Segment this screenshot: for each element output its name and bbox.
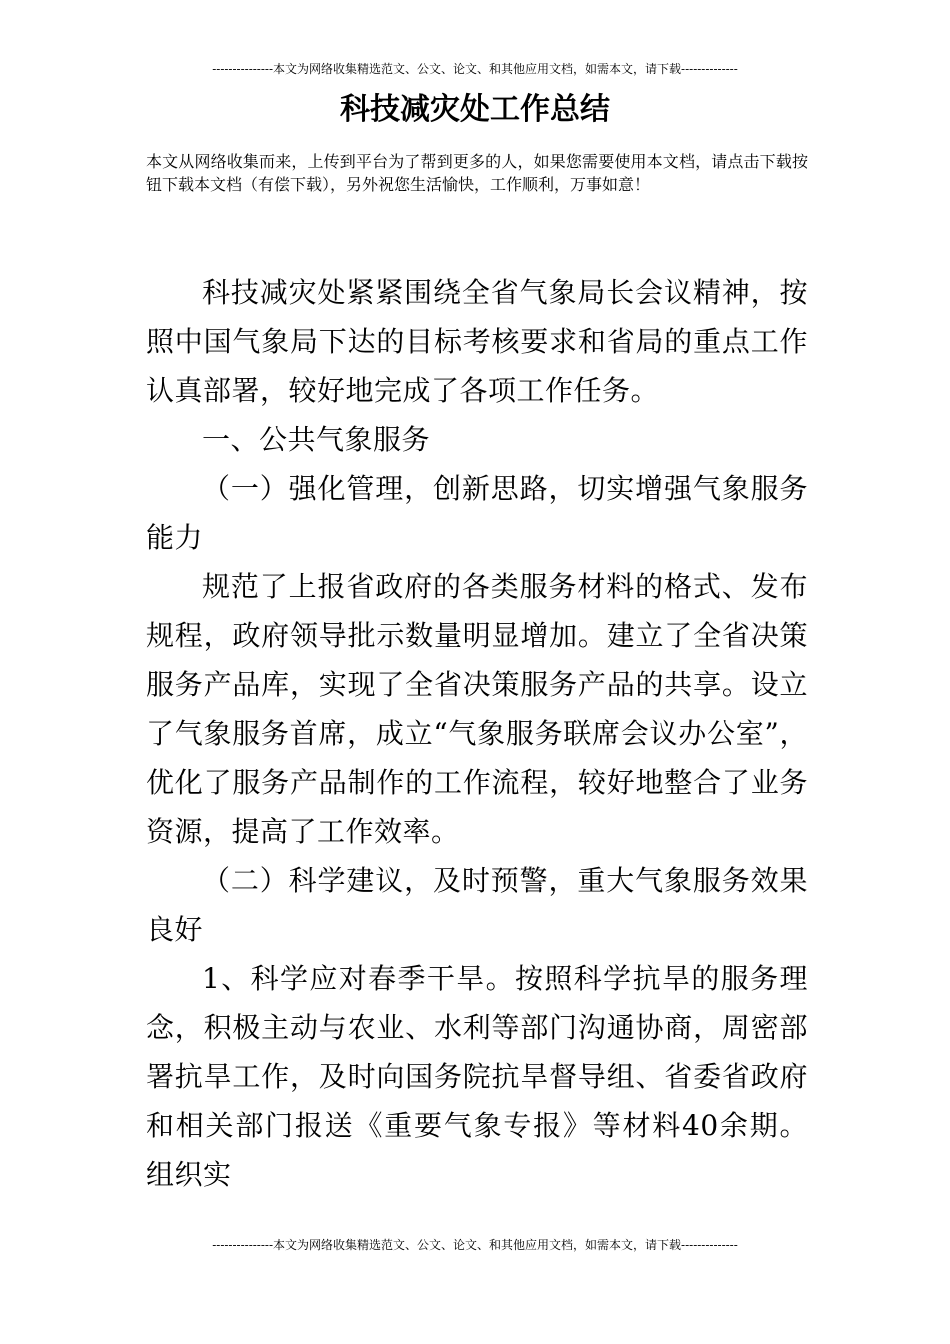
document-title: 科技减灾处工作总结 <box>340 92 610 127</box>
body-paragraph: 1、科学应对春季干旱。按照科学抗旱的服务理念，积极主动与农业、水利等部门沟通协商，周密部署抗旱工作，及时向国务院抗旱督导组、省委省政府和相关部门报送《重要气象专报》等材料40余期。组织实 <box>146 962 808 1191</box>
page-header: ---------------本文为网络收集精选范文、公文、论文、和其他应用文档，如需本文，请下载-------------- <box>212 62 738 76</box>
subsection-heading-1: （一）强化管理，创新思路，切实增强气象服务能力 <box>146 472 808 554</box>
section-heading-public-service: 一、公共气象服务 <box>202 423 431 456</box>
page-footer: ---------------本文为网络收集精选范文、公文、论文、和其他应用文档，如需本文，请下载-------------- <box>212 1238 738 1252</box>
subsection-heading-2: （二）科学建议，及时预警，重大气象服务效果良好 <box>146 864 808 946</box>
body-paragraph: 规范了上报省政府的各类服务材料的格式、发布规程，政府领导批示数量明显增加。建立了全省决策服务产品库，实现了全省决策服务产品的共享。设立了气象服务首席，成立“气象服务联席会议办公室”，优化了服务产品制作的工作流程，较好地整合了业务资源，提高了工作效率。 <box>146 570 808 848</box>
download-notice: 本文从网络收集而来，上传到平台为了帮到更多的人，如果您需要使用本文档，请点击下载按钮下载本文档（有偿下载），另外祝您生活愉快，工作顺利，万事如意！ <box>146 152 808 194</box>
intro-paragraph: 科技减灾处紧紧围绕全省气象局长会议精神，按照中国气象局下达的目标考核要求和省局的重点工作认真部署，较好地完成了各项工作任务。 <box>146 276 808 407</box>
document-body <box>146 268 808 1199</box>
